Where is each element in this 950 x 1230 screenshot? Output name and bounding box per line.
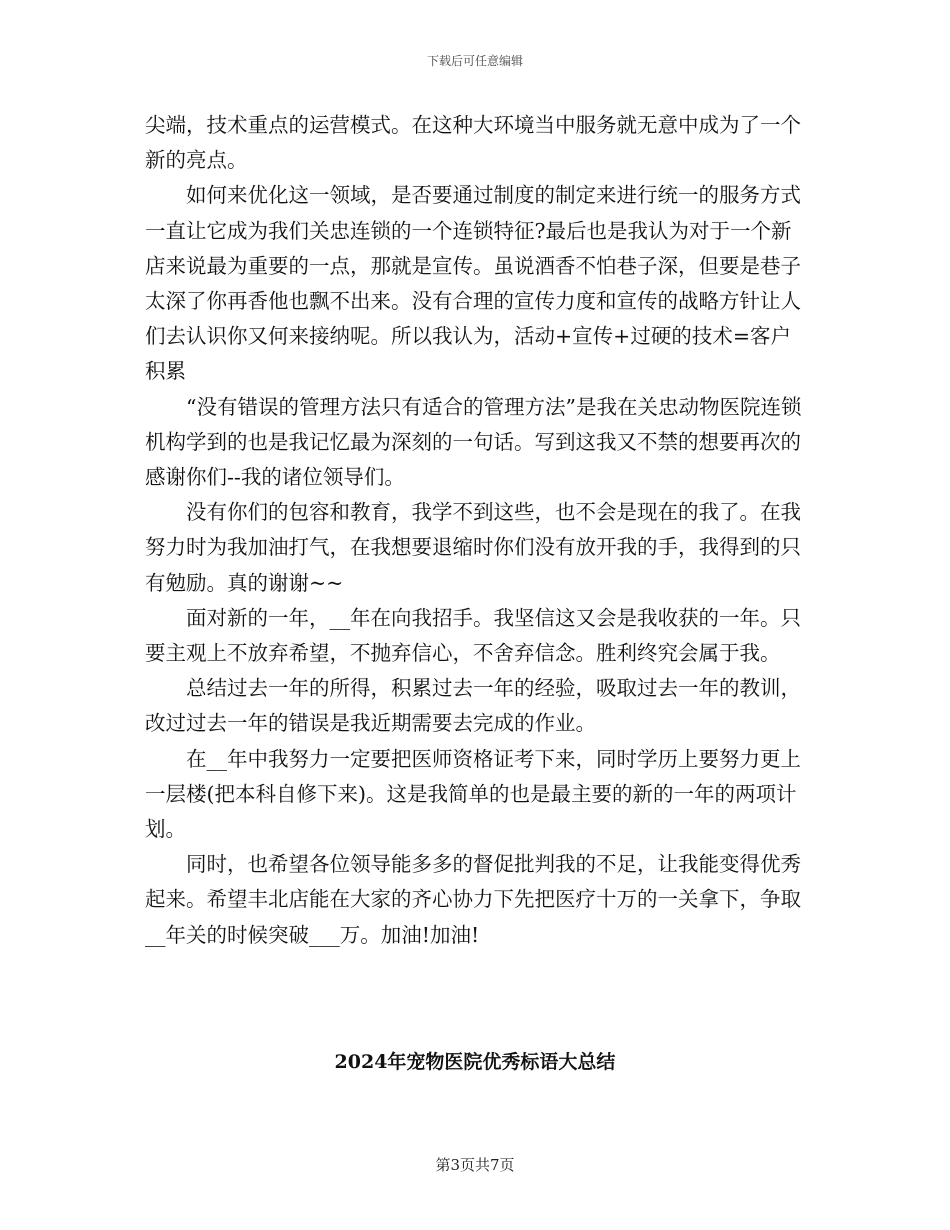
paragraph-plans: 在__年中我努力一定要把医师资格证考下来，同时学历上要努力更上一层楼(把本科自修下来)。这是我简单的也是最主要的新的一年的两项计划。 xyxy=(145,746,801,842)
section-title: 2024年宠物医院优秀标语大总结 xyxy=(334,1051,616,1073)
paragraph-summary: 总结过去一年的所得，积累过去一年的经验，吸取过去一年的教训，改过过去一年的错误是我近期需要去完成的作业。 xyxy=(145,676,801,736)
page-header-note: 下载后可任意编辑 xyxy=(426,54,523,68)
paragraph-continuation: 尖端，技术重点的运营模式。在这种大环境当中服务就无意中成为了一个新的亮点。 xyxy=(145,113,801,173)
paragraph-management-quote: “没有错误的管理方法只有适合的管理方法”是我在关忠动物医院连锁机构学到的也是我记忆最为深刻的一句话。写到这我又不禁的想要再次的感谢你们--我的诸位领导们。 xyxy=(145,394,802,490)
document-body xyxy=(145,108,810,953)
paragraph-service-and-promotion: 如何来优化这一领域，是否要通过制度的制定来进行统一的服务方式一直让它成为我们关忠连锁的一个连锁特征?最后也是我认为对于一个新店来说最为重要的一点，那就是宣传。虽说酒香不怕巷子深，但要是巷子太深了你再香他也飘不出来。没有合理的宣传力度和宣传的战略方针让人们去认识你又何来接纳呢。所以我认为，活动+宣传+过硬的技术=客户积累 xyxy=(145,183,801,384)
paragraph-thanks: 没有你们的包容和教育，我学不到这些，也不会是现在的我了。在我努力时为我加油打气，在我想要退缩时你们没有放开我的手，我得到的只有勉励。真的谢谢~~ xyxy=(145,500,801,595)
paragraph-hopes: 同时，也希望各位领导能多多的督促批判我的不足，让我能变得优秀起来。希望丰北店能在大家的齐心协力下先把医疗十万的一关拿下，争取__年关的时候突破___万。加油!加油! xyxy=(145,852,801,947)
page-footer-number: 第3页共7页 xyxy=(435,1156,515,1174)
paragraph-new-year: 面对新的一年，__年在向我招手。我坚信这又会是我收获的一年。只要主观上不放弃希望，不抛弃信心，不舍弃信念。胜利终究会属于我。 xyxy=(145,605,801,666)
